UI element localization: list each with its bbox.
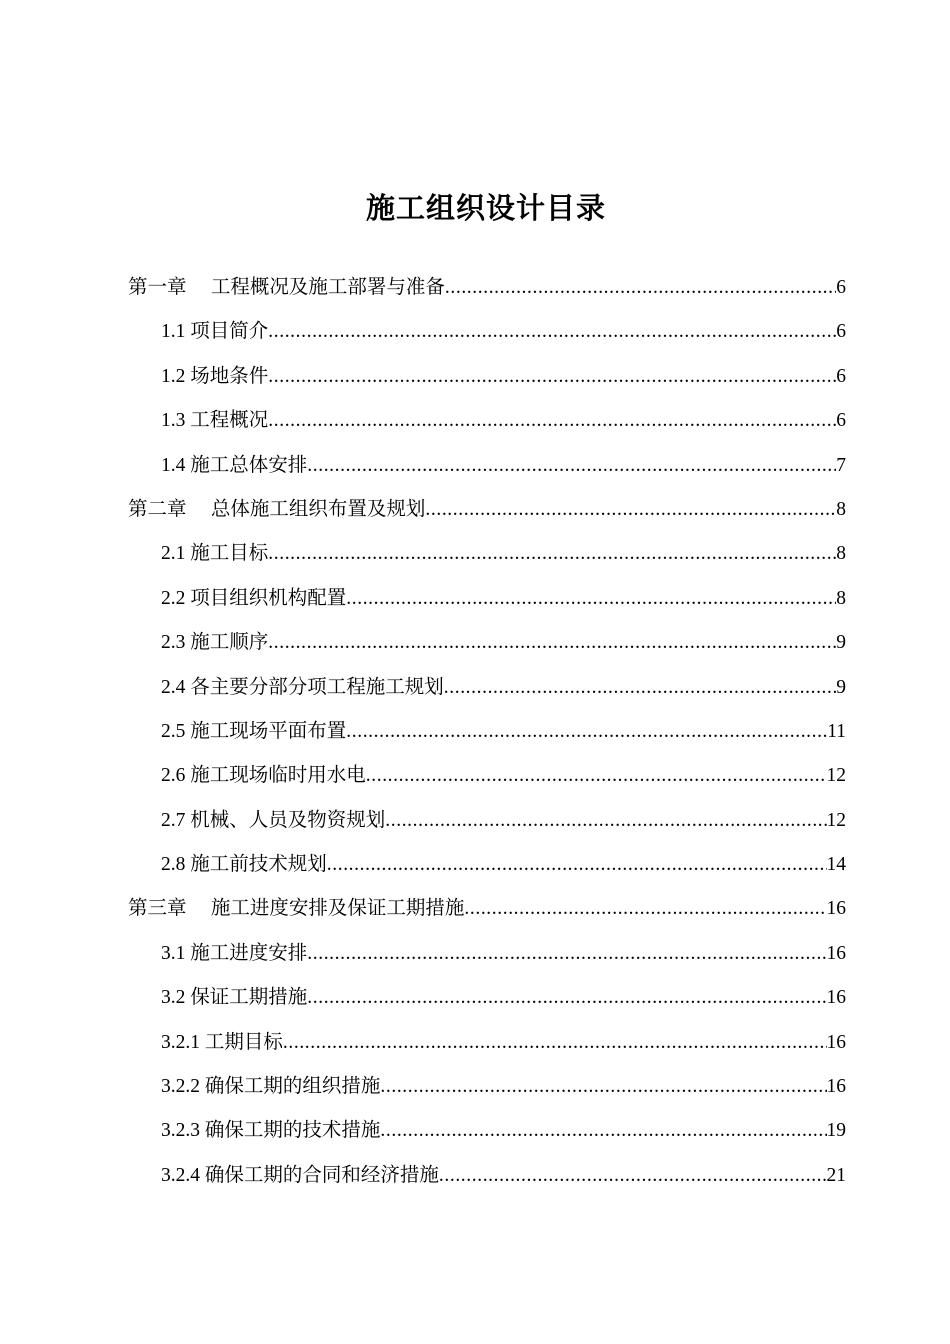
toc-entry-title: 1.4 施工总体安排: [161, 454, 308, 476]
toc-dot-leader: [366, 754, 827, 798]
toc-dot-leader: [464, 887, 826, 931]
toc-dot-leader: [327, 843, 827, 887]
document-title: 施工组织设计目录: [365, 191, 606, 225]
toc-section-entry[interactable]: [0, 976, 950, 1020]
toc-entry-title: 2.4 各主要分部分项工程施工规划: [161, 676, 444, 698]
toc-dot-leader: [307, 976, 826, 1020]
toc-chapter-entry[interactable]: [0, 266, 950, 310]
toc-section-entry[interactable]: [0, 799, 950, 843]
toc-entry-title: 第二章 总体施工组织布置及规划: [128, 498, 426, 520]
toc-section-entry[interactable]: [0, 932, 950, 976]
toc-entry-title: 1.1 项目简介: [161, 321, 269, 343]
toc-dot-leader: [346, 577, 836, 621]
toc-section-entry[interactable]: [0, 1065, 950, 1109]
toc-entry-title: 3.2 保证工期措施: [161, 987, 308, 1009]
toc-entry-title: 3.2.1 工期目标: [161, 1031, 283, 1053]
toc-entry-title: 3.1 施工进度安排: [161, 942, 308, 964]
toc-section-entry[interactable]: [0, 1021, 950, 1065]
toc-page-number: 7: [836, 454, 846, 476]
toc-entry-title: 第三章 施工进度安排及保证工期措施: [128, 898, 465, 920]
toc-chapter-entry[interactable]: [0, 887, 950, 931]
toc-entry-title: 1.3 工程概况: [161, 410, 269, 432]
toc-page-number: 16: [826, 942, 846, 964]
toc-dot-leader: [307, 932, 826, 976]
toc-page-number: 8: [836, 498, 846, 520]
toc-page-number: 21: [826, 1164, 846, 1186]
toc-section-entry[interactable]: [0, 355, 950, 399]
toc-page-number: 19: [826, 1120, 846, 1142]
toc-page-number: 9: [836, 632, 846, 654]
toc-page-number: 6: [836, 321, 846, 343]
toc-page-number: 16: [826, 898, 846, 920]
toc-entry-title: 2.3 施工顺序: [161, 632, 269, 654]
table-of-contents: [0, 266, 950, 1198]
toc-dot-leader: [445, 266, 836, 310]
toc-entry-title: 2.1 施工目标: [161, 543, 269, 565]
toc-dot-leader: [439, 1154, 827, 1198]
toc-page-number: 11: [827, 720, 846, 742]
toc-section-entry[interactable]: [0, 1154, 950, 1198]
toc-section-entry[interactable]: [0, 1109, 950, 1153]
toc-dot-leader: [425, 488, 836, 532]
toc-entry-title: 2.6 施工现场临时用水电: [161, 765, 366, 787]
toc-page-number: 16: [826, 987, 846, 1009]
toc-dot-leader: [380, 1109, 826, 1153]
toc-dot-leader: [346, 710, 827, 754]
toc-entry-title: 2.2 项目组织机构配置: [161, 587, 347, 609]
toc-dot-leader: [385, 799, 826, 843]
toc-dot-leader: [268, 532, 836, 576]
toc-section-entry[interactable]: [0, 666, 950, 710]
toc-page-number: 12: [826, 809, 846, 831]
toc-section-entry[interactable]: [0, 310, 950, 354]
toc-entry-title: 1.2 场地条件: [161, 365, 269, 387]
toc-page-number: 8: [836, 587, 846, 609]
toc-section-entry[interactable]: [0, 577, 950, 621]
toc-dot-leader: [268, 621, 836, 665]
toc-page-number: 6: [836, 277, 846, 298]
toc-section-entry[interactable]: [0, 754, 950, 798]
toc-section-entry[interactable]: [0, 843, 950, 887]
toc-page-number: 6: [836, 365, 846, 387]
toc-section-entry[interactable]: [0, 399, 950, 443]
toc-entry-title: 3.2.4 确保工期的合同和经济措施: [161, 1164, 439, 1186]
toc-chapter-entry[interactable]: [0, 488, 950, 532]
toc-page-number: 8: [836, 543, 846, 565]
toc-entry-title: 3.2.3 确保工期的技术措施: [161, 1120, 381, 1142]
toc-page-number: 16: [826, 1031, 846, 1053]
toc-entry-title: 3.2.2 确保工期的组织措施: [161, 1076, 381, 1098]
toc-page-number: 6: [836, 410, 846, 432]
toc-entry-title: 2.7 机械、人员及物资规划: [161, 809, 386, 831]
toc-entry-title: 第一章 工程概况及施工部署与准备: [128, 277, 445, 298]
toc-dot-leader: [380, 1065, 826, 1109]
toc-dot-leader: [268, 399, 836, 443]
toc-section-entry[interactable]: [0, 532, 950, 576]
toc-page-number: 14: [826, 854, 846, 876]
toc-section-entry[interactable]: [0, 710, 950, 754]
toc-entry-title: 2.5 施工现场平面布置: [161, 720, 347, 742]
toc-page-number: 12: [826, 765, 846, 787]
toc-section-entry[interactable]: [0, 621, 950, 665]
toc-dot-leader: [268, 355, 836, 399]
toc-page-number: 9: [836, 676, 846, 698]
toc-dot-leader: [283, 1021, 827, 1065]
toc-dot-leader: [268, 310, 836, 354]
toc-dot-leader: [307, 444, 836, 488]
toc-dot-leader: [444, 666, 836, 710]
toc-entry-title: 2.8 施工前技术规划: [161, 854, 327, 876]
toc-page-number: 16: [826, 1076, 846, 1098]
toc-section-entry[interactable]: [0, 444, 950, 488]
